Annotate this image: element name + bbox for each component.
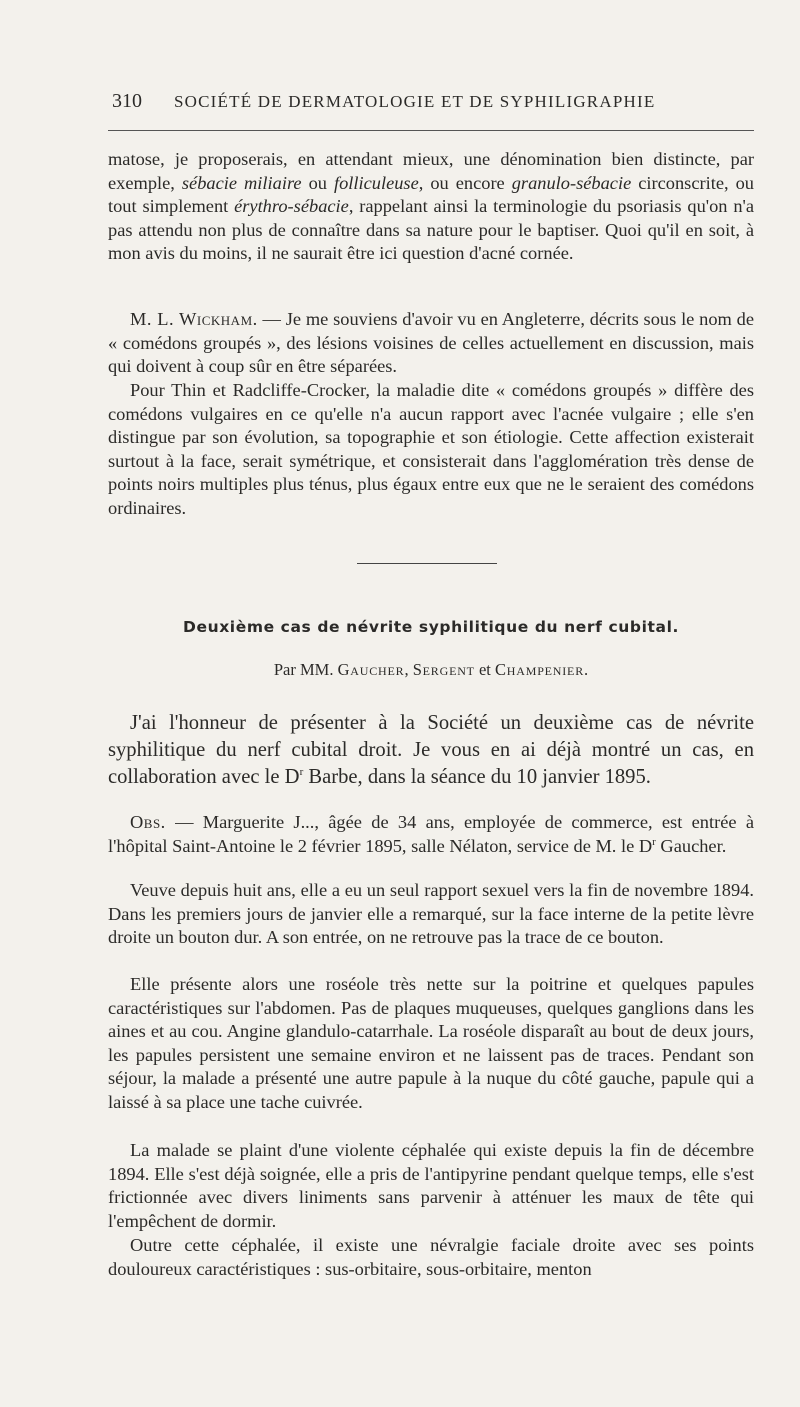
author-name: Champenier — [494, 660, 584, 679]
paragraph-intro — [108, 710, 754, 791]
paragraph-cephalee: La malade se plaint d'une violente céphalée qui existe depuis la fin de décembre 1894. Elle s'est déjà soignée, elle a pris de l'antipyrine pendant quelque temps, elle s'est frictionnée avec divers liniments sans parvenir à atténuer les maux de tête qui l'empêchent de dormir. — [108, 1140, 754, 1231]
text-run: , rappelant ainsi la terminologie du psoriasis qu'on n'a pas attendu non plus de connaître dans sa nature pour le baptiser. Quoi qu'il en soit, à mon avis du moins, il ne saurait être ici question d'acné cornée. — [108, 196, 754, 263]
text-run: Gaucher. — [655, 835, 727, 856]
text-run: Barbe, dans la séance du 10 janvier 1895. — [303, 766, 651, 788]
paragraph-history: Veuve depuis huit ans, elle a eu un seul rapport sexuel vers la fin de novembre 1894. Dans les premiers jours de janvier elle a remarqué, sur la face interne de la petite lèvre droite un bouton dur. A son entrée, on ne retrouve pas la trace de ce bouton. — [108, 880, 754, 947]
text-run: circonscrite, ou tout simplement — [108, 172, 754, 216]
byline-sep: et — [474, 660, 495, 679]
byline-end: . — [584, 660, 589, 679]
superscript: r — [299, 766, 304, 779]
paragraph-nevralgie: Outre cette céphalée, il existe une névralgie faciale droite avec ses points douloureux caractéristiques : sus-orbitaire, sous-orbitaire, menton — [108, 1235, 754, 1279]
running-title: SOCIÉTÉ DE DERMATOLOGIE ET DE SYPHILIGRAPHIE — [174, 92, 656, 111]
italic-term: folliculeuse — [333, 172, 419, 193]
text-run: matose, je proposerais, en attendant mieux, une dénomination bien distincte, par exemple, — [108, 149, 754, 193]
byline-sep: , — [404, 660, 413, 679]
section-heading: Deuxième cas de névrite syphilitique du nerf cubital. — [182, 618, 679, 636]
obs-label: Obs. — [130, 812, 166, 832]
author-name: Gaucher — [337, 660, 405, 679]
running-header — [112, 86, 752, 120]
byline-par: Par MM. — [273, 660, 338, 679]
author-name: Sergent — [412, 660, 475, 679]
paragraph-thin: Pour Thin et Radcliffe-Crocker, la maladie dite « comédons groupés » diffère des comédons vulgaires en ce qu'elle n'a aucun rapport avec l'acnée vulgaire ; elle s'en distingue par son évolution, sa topographie et son étiologie. Cette affection existerait surtout à la face, serait symétrique, et consisterait dans l'agglomération très dense de points noirs multiples plus ténus, plus égaux entre eux que ne le seraient des comédons ordinaires. — [108, 380, 754, 518]
italic-term: érythro-sébacie — [234, 196, 349, 216]
paragraph-observation — [108, 811, 754, 858]
text-run: — Je me souviens d'avoir vu en Angleterre, décrits sous le nom de « comédons groupés », des lésions voisines de celles actuellement en discussion, mais qui doivent à coup sûr en être séparées. — [108, 309, 754, 376]
header-rule — [108, 130, 754, 131]
text-run: , ou encore — [418, 172, 512, 193]
paragraph-symptoms: Elle présente alors une roséole très nette sur la poitrine et quelques papules caractéristiques sur l'abdomen. Pas de plaques muqueuses, quelques ganglions dans les aines et au cou. Angine glandulo-catarrhale. La roséole disparaît au bout de deux jours, les papules persistent une semaine environ et ne laissent pas de traces. Pendant son séjour, la malade a présenté une autre papule à la nuque du côté gauche, papule qui a laissé à sa place une tache cuivrée. — [108, 974, 754, 1112]
speaker-name: M. L. Wickham. — [130, 309, 258, 329]
text-run: — Marguerite J..., âgée de 34 ans, employée de commerce, est entrée à l'hôpital Saint-Antoine le 2 février 1895, salle Nélaton, service de M. le D — [108, 812, 754, 856]
paragraph-continued — [108, 148, 754, 266]
paragraph-wickham — [108, 308, 754, 379]
page-number: 310 — [112, 90, 142, 112]
superscript: r — [652, 835, 656, 848]
italic-term: granulo-sébacie — [511, 172, 632, 193]
byline — [108, 660, 754, 680]
text-run: J'ai l'honneur de présenter à la Société un deuxième cas de névrite syphilitique du nerf cubital droit. Je vous en ai déjà montré un cas, en collaboration avec le D — [108, 712, 754, 788]
section-divider — [357, 563, 497, 564]
italic-term: sébacie miliaire — [181, 172, 302, 193]
text-run: ou — [301, 172, 334, 193]
